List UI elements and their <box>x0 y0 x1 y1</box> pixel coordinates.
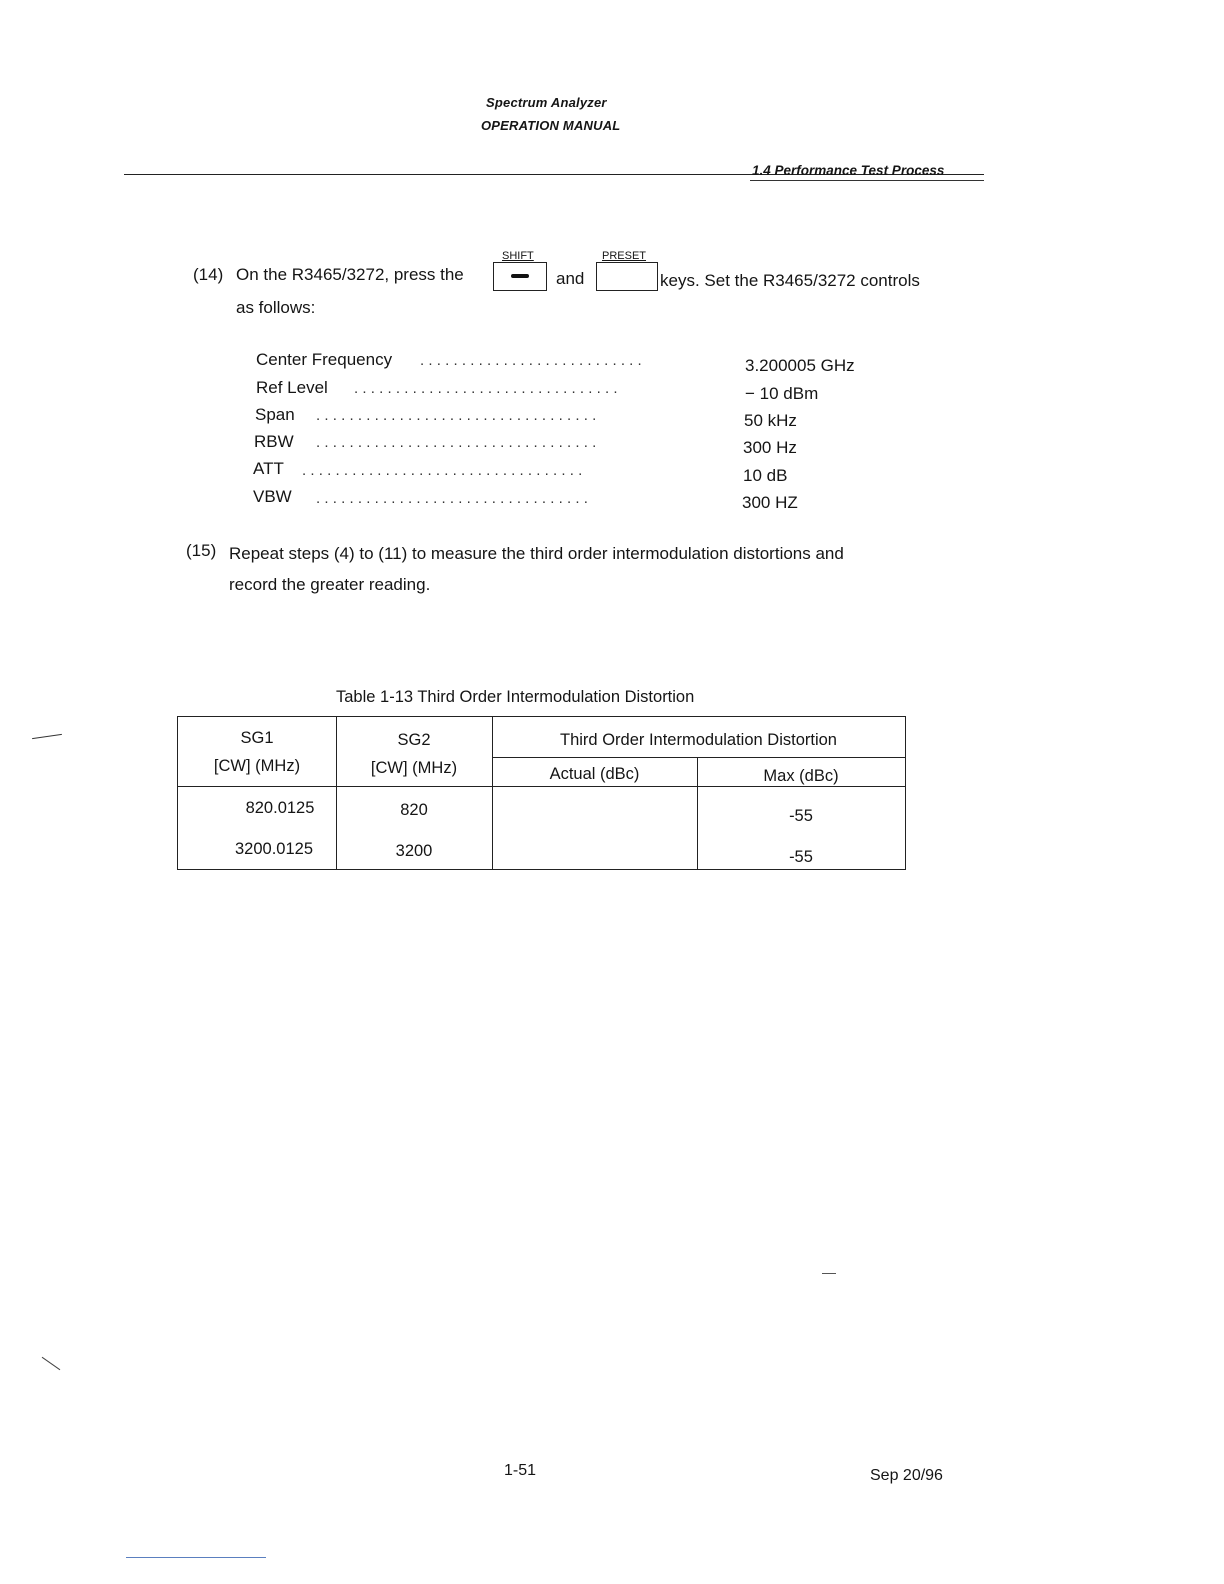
column-header-sg1-unit: [CW] (MHz) <box>213 757 301 775</box>
setting-label: Ref Level <box>256 378 328 397</box>
scan-mark <box>32 734 62 739</box>
shift-key-label: SHIFT <box>502 250 534 262</box>
setting-leader-dots: .................................. <box>302 462 587 479</box>
header-product: Spectrum Analyzer <box>486 95 607 110</box>
scan-mark <box>822 1273 836 1274</box>
step15-number: (15) <box>186 541 217 560</box>
table-cell-max: -55 <box>789 848 813 866</box>
preset-key-label: PRESET <box>602 250 647 262</box>
table-divider <box>178 786 905 787</box>
column-header-actual: Actual (dBc) <box>549 765 640 783</box>
setting-value: 300 Hz <box>743 438 797 457</box>
scan-mark <box>42 1357 61 1370</box>
setting-leader-dots: ................................. <box>316 490 593 507</box>
table-cell-sg1: 820.0125 <box>245 799 315 817</box>
step14-suffix: keys. Set the R3465/3272 controls <box>660 271 920 290</box>
setting-label: Center Frequency <box>256 350 393 369</box>
scan-mark <box>126 1557 266 1558</box>
section-title: 1.4 Performance Test Process <box>752 163 945 178</box>
setting-value: 10 dB <box>743 466 788 485</box>
setting-value: 50 kHz <box>744 411 797 430</box>
setting-leader-dots: .................................. <box>316 407 601 424</box>
step14-and: and <box>556 269 585 288</box>
section-title-underline <box>750 180 984 181</box>
revision-date: Sep 20/96 <box>870 1467 943 1484</box>
step14-prefix: On the R3465/3272, press the <box>236 265 464 284</box>
setting-value: − 10 dBm <box>745 384 819 403</box>
step15-line2: record the greater reading. <box>229 575 431 594</box>
shift-key <box>493 262 547 291</box>
setting-label: RBW <box>254 432 294 451</box>
setting-value: 3.200005 GHz <box>745 356 855 375</box>
table-divider <box>492 757 905 758</box>
page-number: 1-51 <box>504 1462 537 1479</box>
step14-number: (14) <box>193 265 224 284</box>
setting-label: ATT <box>253 459 284 478</box>
column-group-header: Third Order Intermodulation Distortion <box>560 731 837 749</box>
step14-line2: as follows: <box>236 298 316 317</box>
table-cell-sg1: 3200.0125 <box>235 840 313 858</box>
preset-key <box>596 262 658 291</box>
setting-leader-dots: ........................... <box>420 352 646 369</box>
column-header-sg2: SG2 <box>397 731 431 749</box>
setting-leader-dots: .................................. <box>316 434 601 451</box>
column-header-max: Max (dBc) <box>763 767 839 785</box>
step15-line1: Repeat steps (4) to (11) to measure the third order intermodulation distortions and <box>229 544 844 563</box>
table-caption: Table 1-13 Third Order Intermodulation Distortion <box>336 688 695 706</box>
distortion-table <box>177 716 906 870</box>
setting-label: Span <box>255 405 295 424</box>
minus-icon <box>511 274 529 278</box>
setting-value: 300 HZ <box>742 493 798 512</box>
setting-label: VBW <box>253 487 292 506</box>
column-header-sg1: SG1 <box>240 729 274 747</box>
table-cell-max: -55 <box>789 807 813 825</box>
header-manual: OPERATION MANUAL <box>481 118 621 133</box>
table-cell-sg2: 3200 <box>395 842 433 860</box>
setting-leader-dots: ................................ <box>354 380 622 397</box>
table-cell-sg2: 820 <box>400 801 428 819</box>
column-header-sg2-unit: [CW] (MHz) <box>370 759 458 777</box>
